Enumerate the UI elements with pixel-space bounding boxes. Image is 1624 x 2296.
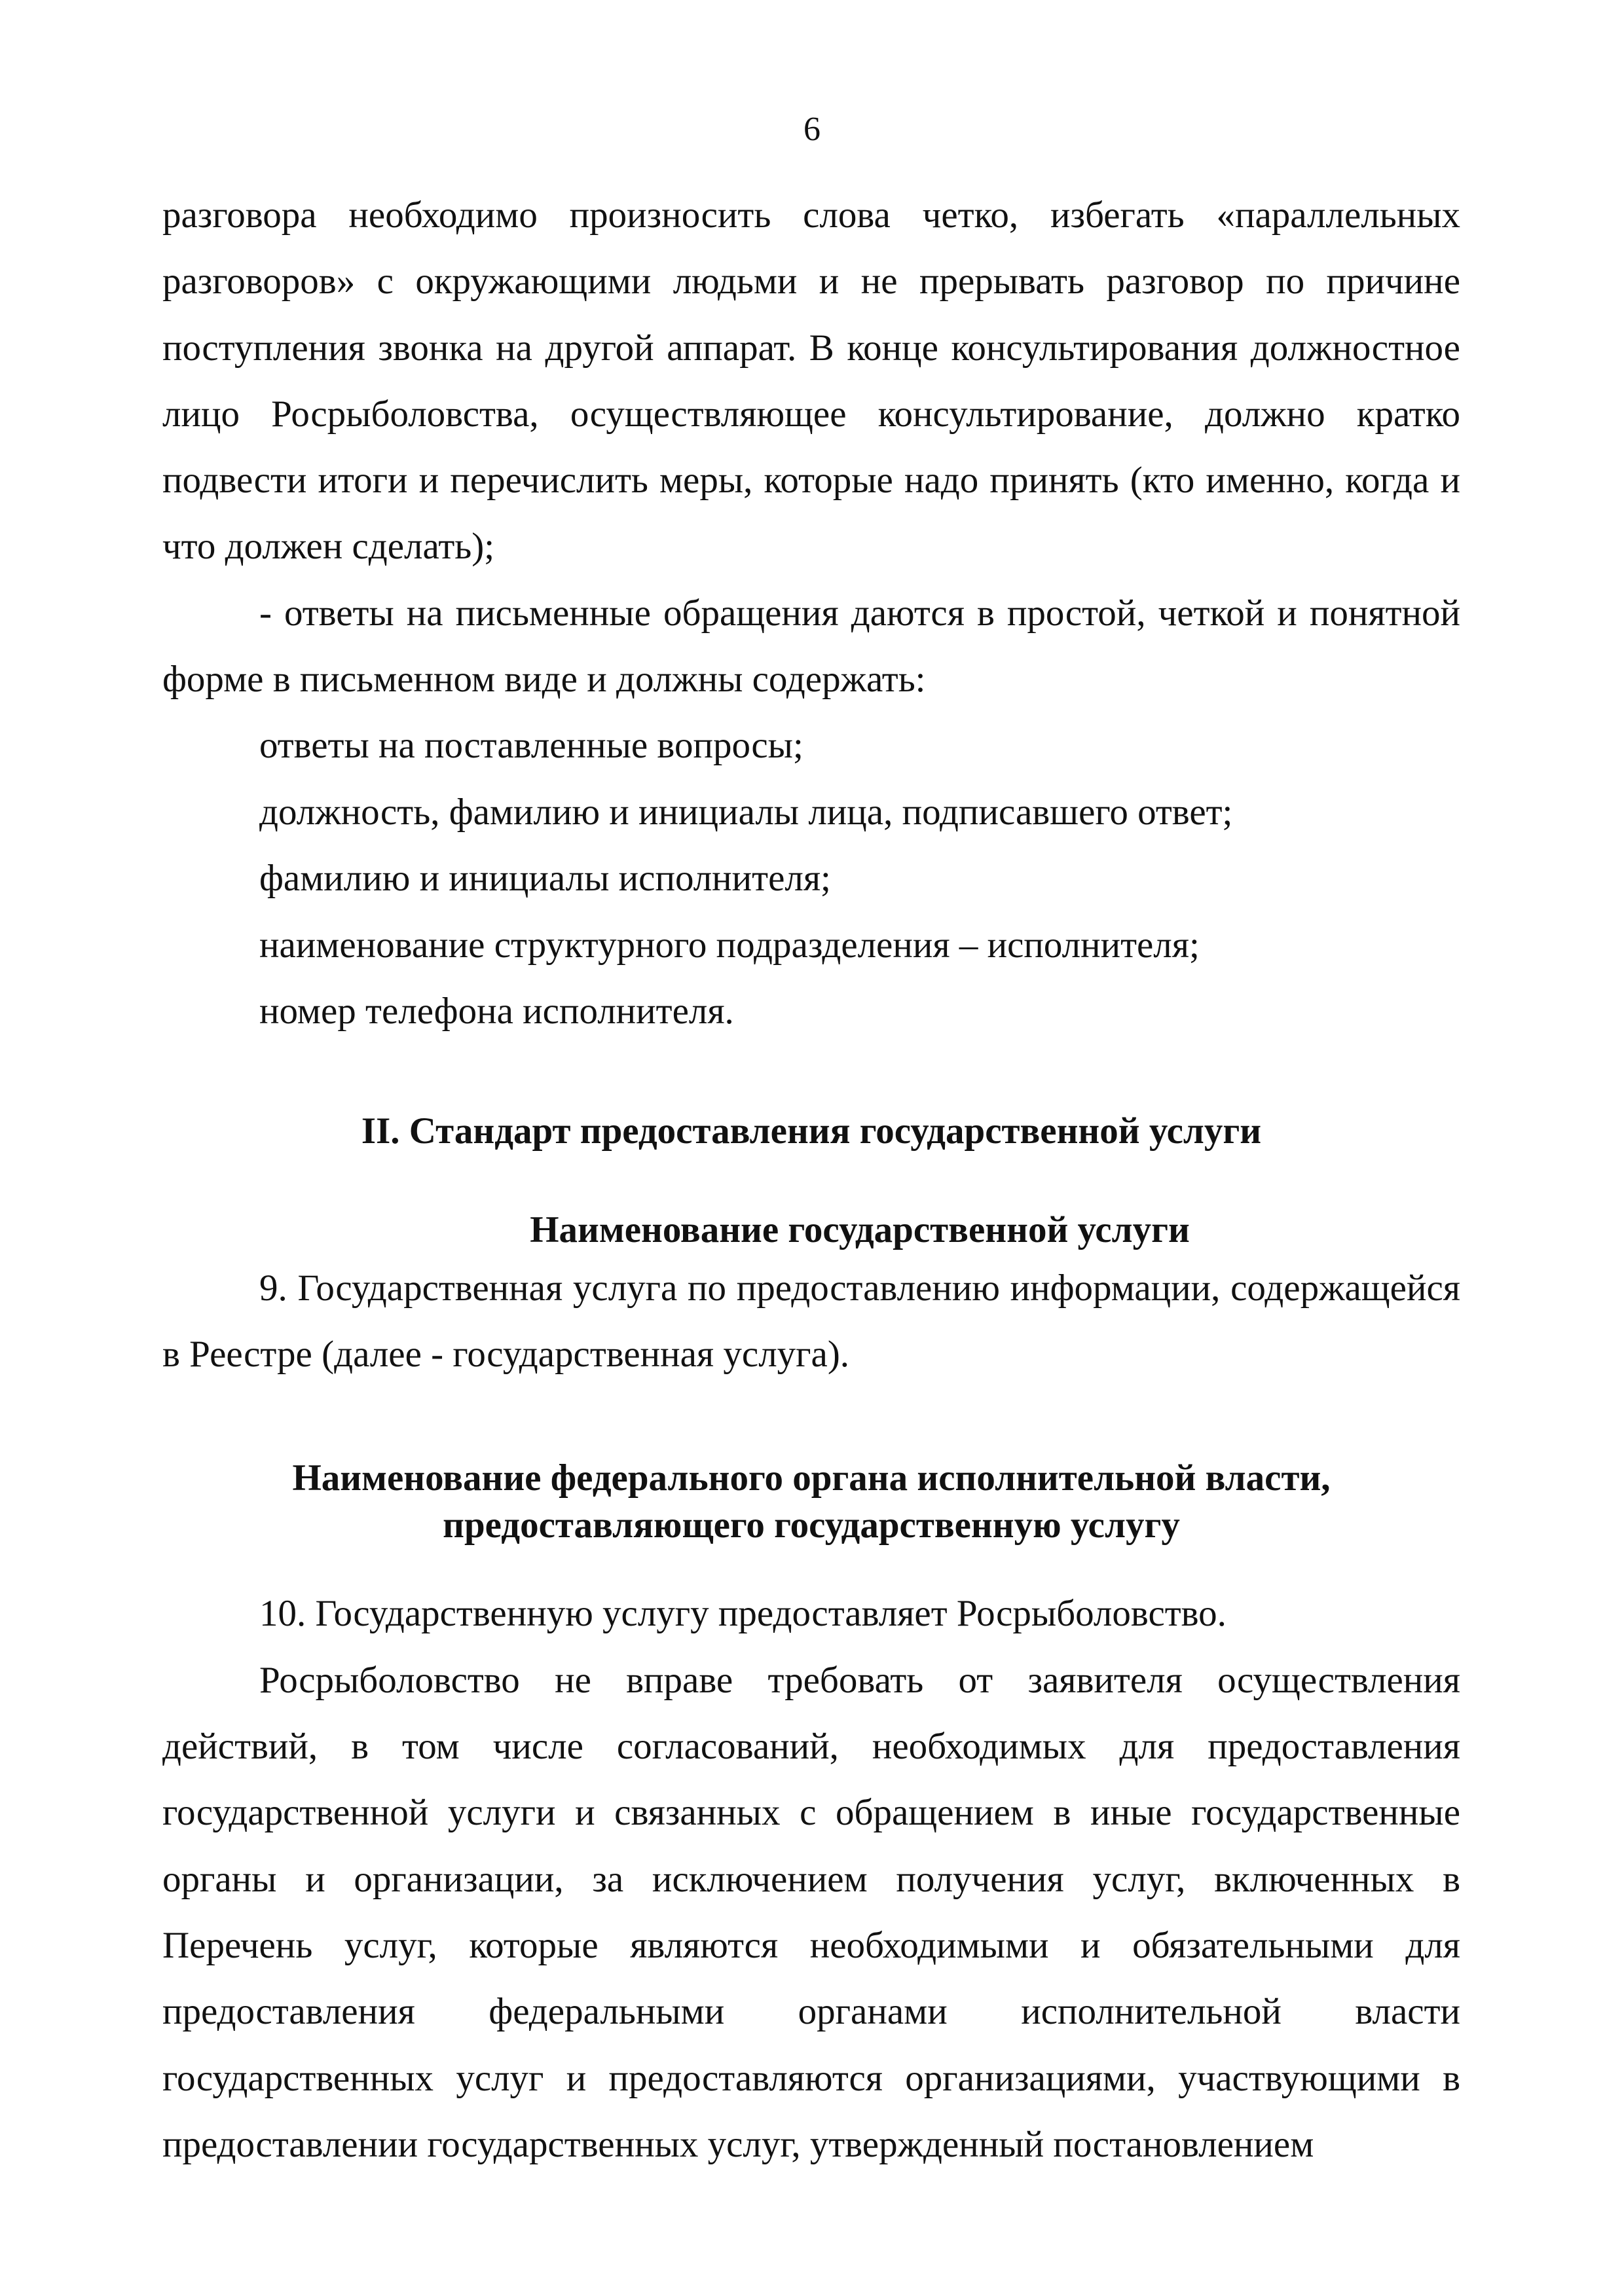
list-item: фамилию и инициалы исполнителя;	[259, 858, 831, 900]
section-heading: II. Стандарт предоставления государственной услуги	[361, 1110, 1262, 1152]
paragraph-consultation-end: разговора необходимо произносить слова четко, избегать «параллельных разговоров» с окружающими людьми и не прерывать разговор по причине поступления звонка на другой аппарат. В конце консультирования должностное лицо Росрыболовства, осуществляющее консультирование, должно кратко подвести итоги и перечислить меры, которые надо принять (кто именно, когда и что должен сделать);	[162, 194, 1460, 568]
reply-contents-list	[162, 712, 1460, 1045]
subheading-federal-body	[162, 1455, 1460, 1549]
paragraph-9: 9. Государственная услуга по предоставлению информации, содержащейся в Реестре (далее - государственная услуга).	[162, 1267, 1460, 1376]
paragraph-10: 10. Государственную услугу предоставляет Росрыболовство.	[259, 1593, 1227, 1635]
subheading-service-name: Наименование государственной услуги	[530, 1209, 1190, 1250]
page-number: 6	[803, 111, 821, 148]
paragraph-rosrybolovstvo-restrictions: Росрыболовство не вправе требовать от заявителя осуществления действий, в том числе согласований, необходимых для предоставления государственной услуги и связанных с обращением в иные государственные органы и организации, за исключением получения услуг, включенных в Перечень услуг, которые являются необходимыми и обязательными для предоставления федеральными органами исполнительной власти государственных услуг и предоставляются организациями, участвующими в предоставлении государственных услуг, утвержденный постановлением	[162, 1659, 1460, 2165]
document-body	[162, 182, 1460, 2178]
list-item: ответы на поставленные вопросы;	[259, 725, 803, 767]
list-item: номер телефона исполнителя.	[259, 991, 734, 1032]
paragraph-written-replies: - ответы на письменные обращения даются в простой, четкой и понятной форме в письменном виде и должны содержать:	[162, 592, 1460, 701]
list-item: наименование структурного подразделения – исполнителя;	[259, 924, 1200, 966]
subheading-federal-body-line2: предоставляющего государственную услугу	[443, 1504, 1180, 1546]
subheading-federal-body-line1: Наименование федерального органа исполнительной власти,	[292, 1457, 1331, 1499]
list-item: должность, фамилию и инициалы лица, подписавшего ответ;	[259, 791, 1233, 833]
